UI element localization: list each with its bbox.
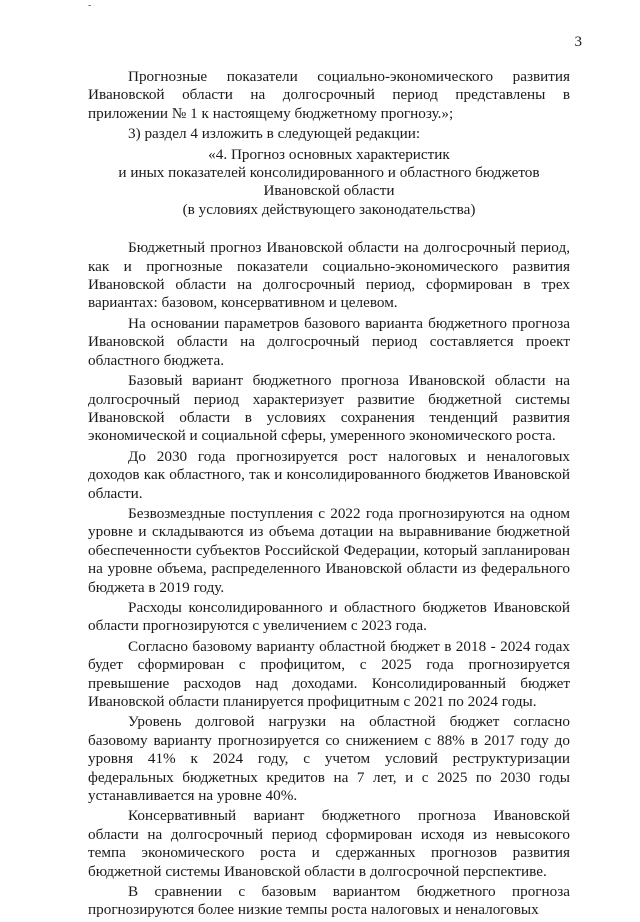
paragraph: Базовый вариант бюджетного прогноза Ивановской области на долгосрочный период характеризует развитие бюджетной системы Ивановской области в условиях сохранения тенденций развития экономической и социальной сферы, умеренного экономического роста. (88, 372, 570, 445)
section-heading (88, 146, 570, 220)
document-body (88, 68, 570, 922)
section-heading-line-2: и иных показателей консолидированного и областного бюджетов (118, 164, 540, 182)
page-number: 3 (574, 34, 582, 50)
paragraph: Бюджетный прогноз Ивановской области на долгосрочный период, как и прогнозные показатели социально-экономического развития Ивановской области на долгосрочный период, сформирован в трех вариантах: базовом, консервативном и целевом. (88, 239, 570, 312)
paragraph: На основании параметров базового варианта бюджетного прогноза Ивановской области на долгосрочный период составляется проект областного бюджета. (88, 314, 570, 369)
paragraph: Согласно базовому варианту областной бюджет в 2018 - 2024 годах будет сформирован с профицитом, с 2025 года прогнозируется превышение расходов над доходами. Консолидированный бюджет Ивановской области планируется профицитным с 2021 по 2024 годы. (88, 637, 570, 710)
paragraph: До 2030 года прогнозируется рост налоговых и неналоговых доходов как областного, так и консолидированного бюджетов Ивановской области. (88, 447, 570, 502)
paragraph: В сравнении с базовым вариантом бюджетного прогноза прогнозируются более низкие темпы роста налоговых и неналоговых (88, 883, 570, 919)
paragraph: Уровень долговой нагрузки на областной бюджет согласно базовому варианту прогнозируется со снижением с 88% в 2017 году до уровня 41% к 2024 году, с учетом условий реструктуризации федеральных бюджетных кредитов на 7 лет, и с 2025 по 2030 годы устанавливается на уровне 40%. (88, 713, 570, 805)
section-heading-line-4: (в условиях действующего законодательства) (182, 200, 476, 218)
intro-paragraph: Прогнозные показатели социально-экономического развития Ивановской области на долгосрочный период представлены в приложении № 1 к настоящему бюджетному прогнозу.»; (88, 68, 570, 122)
paragraph: Консервативный вариант бюджетного прогноза Ивановской области на долгосрочный период сформирован исходя из невысокого темпа экономического роста и сдержанных прогнозов развития бюджетной системы Ивановской области в долгосрочной перспективе. (88, 807, 570, 880)
section-heading-line-3: Ивановской области (263, 182, 395, 200)
section-heading-line-1: «4. Прогноз основных характеристик (208, 145, 450, 163)
paragraph: Безвозмездные поступления с 2022 года прогнозируются на одном уровне и складываются из объема дотации на выравнивание бюджетной обеспеченности субъектов Российской Федерации, который запланирован на уровне объема, распределенного Ивановской области из федерального бюджета в 2019 году. (88, 504, 570, 596)
scan-mark: - (88, 0, 92, 11)
list-item-3: 3) раздел 4 изложить в следующей редакции: (128, 125, 421, 143)
paragraph: Расходы консолидированного и областного бюджетов Ивановской области прогнозируются с увеличением с 2023 года. (88, 598, 570, 635)
